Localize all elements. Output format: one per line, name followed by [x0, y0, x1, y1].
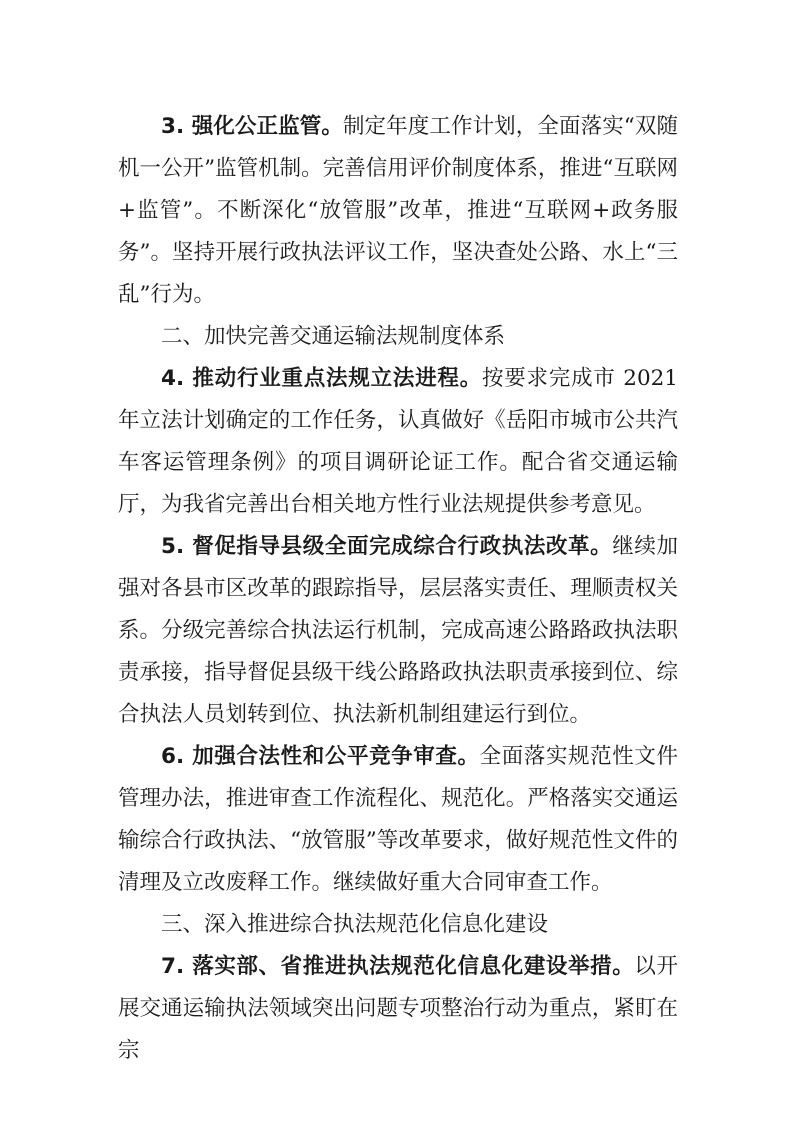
paragraph-item-5: [118, 526, 678, 736]
item-7-lead: 7. 落实部、省推进执法规范化信息化建设举措。: [161, 954, 635, 979]
item-6-body: 全面落实规范性文件管理办法，推进审查工作流程化、规范化。严格落实交通运输综合行政执法、“放管服”等改革要求，做好规范性文件的清理及立改废释工作。继续做好重大合同审查工作。: [118, 744, 678, 895]
section-heading-3: 三、深入推进综合执法规范化信息化建设: [161, 912, 549, 937]
paragraph-item-4: [118, 358, 678, 526]
item-6-lead: 6. 加强合法性和公平竞争审查。: [161, 744, 480, 769]
item-3-lead: 3. 强化公正监管。: [161, 114, 343, 139]
paragraph-item-7: [118, 946, 678, 1072]
item-3-body: 制定年度工作计划，全面落实“双随机一公开”监管机制。完善信用评价制度体系，推进“互联网+监管”。不断深化“放管服”改革，推进“互联网+政务服务”。坚持开展行政执法评议工作，坚决查处公路、水上“三乱”行为。: [118, 114, 678, 307]
item-4-lead: 4. 推动行业重点法规立法进程。: [161, 366, 482, 391]
item-4-body: 按要求完成市 2021 年立法计划确定的工作任务，认真做好《岳阳市城市公共汽车客运管理条例》的项目调研论证工作。配合省交通运输厅，为我省完善出台相关地方性行业法规提供参考意见。: [118, 366, 678, 517]
paragraph-item-3: [118, 106, 678, 316]
paragraph-item-6: [118, 736, 678, 904]
item-7-body: 以开展交通运输执法领域突出问题专项整治行动为重点，紧盯在宗: [118, 954, 678, 1063]
item-5-lead: 5. 督促指导县级全面完成综合行政执法改革。: [161, 534, 613, 559]
item-5-body: 继续加强对各县市区改革的跟踪指导，层层落实责任、理顺责权关系。分级完善综合执法运行机制，完成高速公路路政执法职责承接，指导督促县级干线公路路政执法职责承接到位、综合执法人员划转到位、执法新机制组建运行到位。: [118, 534, 678, 727]
section-heading-2: 二、加快完善交通运输法规制度体系: [161, 324, 506, 349]
